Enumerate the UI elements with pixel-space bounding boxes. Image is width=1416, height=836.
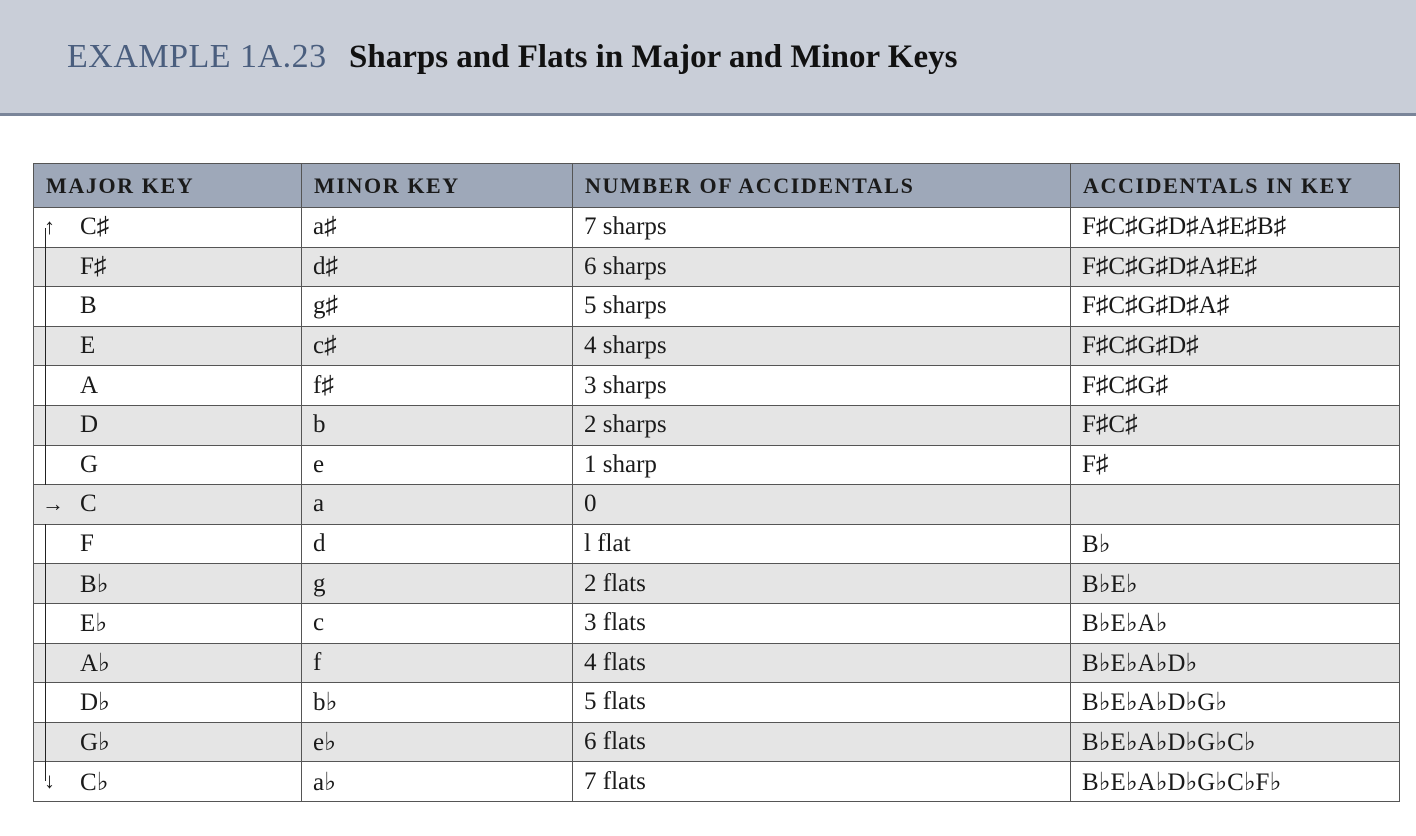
column-header-accidentals-in-key: ACCIDENTALS IN KEY — [1071, 164, 1400, 208]
accidental-count-cell: 3 flats — [573, 603, 1071, 643]
example-label: EXAMPLE 1A.23 — [67, 38, 327, 75]
minor-key-cell: a♯ — [302, 208, 573, 248]
major-key-cell — [34, 485, 302, 525]
major-key-cell — [34, 326, 302, 366]
key-signature-table — [33, 163, 1400, 802]
arrow-down-icon: ↓ — [44, 768, 55, 794]
minor-key-cell: b♭ — [302, 683, 573, 723]
major-key-cell — [34, 524, 302, 564]
major-key-label: C — [80, 490, 97, 518]
accidentals-list-cell — [1071, 485, 1400, 525]
major-key-label: G — [80, 450, 99, 478]
table-row — [34, 762, 1400, 802]
major-key-label: E — [80, 332, 96, 360]
minor-key-cell: f — [302, 643, 573, 683]
major-key-label: E♭ — [80, 610, 108, 638]
accidentals-list-cell: B♭ — [1071, 524, 1400, 564]
major-key-label: B♭ — [80, 570, 109, 598]
table-row — [34, 603, 1400, 643]
table-header-row — [34, 164, 1400, 208]
minor-key-cell: e♭ — [302, 722, 573, 762]
accidentals-list-cell: B♭E♭A♭D♭G♭C♭ — [1071, 722, 1400, 762]
accidental-count-cell: 0 — [573, 485, 1071, 525]
arrow-shaft-line — [45, 228, 46, 485]
major-key-cell — [34, 247, 302, 287]
accidentals-list-cell: F♯C♯ — [1071, 405, 1400, 445]
major-key-cell — [34, 643, 302, 683]
table-row — [34, 722, 1400, 762]
example-title: Sharps and Flats in Major and Minor Keys — [349, 39, 958, 75]
accidentals-list-cell: B♭E♭A♭D♭G♭ — [1071, 683, 1400, 723]
accidentals-list-cell: B♭E♭ — [1071, 564, 1400, 604]
table-row — [34, 326, 1400, 366]
accidental-count-cell: 7 sharps — [573, 208, 1071, 248]
accidental-count-cell: 6 flats — [573, 722, 1071, 762]
accidental-count-cell: 1 sharp — [573, 445, 1071, 485]
accidental-count-cell: 2 flats — [573, 564, 1071, 604]
minor-key-cell: g — [302, 564, 573, 604]
table-row — [34, 643, 1400, 683]
accidentals-list-cell: B♭E♭A♭D♭ — [1071, 643, 1400, 683]
arrow-shaft-line — [45, 524, 46, 781]
accidentals-list-cell: B♭E♭A♭ — [1071, 603, 1400, 643]
accidentals-list-cell: F♯C♯G♯D♯A♯E♯ — [1071, 247, 1400, 287]
minor-key-cell: g♯ — [302, 287, 573, 327]
accidental-count-cell: 4 flats — [573, 643, 1071, 683]
accidentals-list-cell: F♯C♯G♯D♯A♯ — [1071, 287, 1400, 327]
major-key-cell — [34, 722, 302, 762]
minor-key-cell: d — [302, 524, 573, 564]
table-row — [34, 247, 1400, 287]
minor-key-cell: a — [302, 485, 573, 525]
accidental-count-cell: 4 sharps — [573, 326, 1071, 366]
major-key-label: G♭ — [80, 729, 110, 757]
major-key-cell — [34, 762, 302, 802]
minor-key-cell: c♯ — [302, 326, 573, 366]
accidentals-list-cell: F♯C♯G♯ — [1071, 366, 1400, 406]
major-key-cell — [34, 366, 302, 406]
table-row — [34, 485, 1400, 525]
minor-key-cell: d♯ — [302, 247, 573, 287]
major-key-label: D♭ — [80, 689, 110, 717]
minor-key-cell: e — [302, 445, 573, 485]
minor-key-cell: a♭ — [302, 762, 573, 802]
major-key-cell — [34, 287, 302, 327]
accidental-count-cell: l flat — [573, 524, 1071, 564]
major-key-label: F♯ — [80, 252, 107, 280]
arrow-right-icon: → — [42, 491, 64, 517]
example-header — [0, 0, 1416, 116]
major-key-cell — [34, 405, 302, 445]
accidental-count-cell: 6 sharps — [573, 247, 1071, 287]
major-key-cell — [34, 208, 302, 248]
column-header-number-of-accidentals: NUMBER OF ACCIDENTALS — [573, 164, 1071, 208]
accidentals-list-cell: B♭E♭A♭D♭G♭C♭F♭ — [1071, 762, 1400, 802]
minor-key-cell: f♯ — [302, 366, 573, 406]
accidental-count-cell: 3 sharps — [573, 366, 1071, 406]
table-row — [34, 287, 1400, 327]
table-row — [34, 683, 1400, 723]
accidental-count-cell: 5 sharps — [573, 287, 1071, 327]
major-key-cell — [34, 603, 302, 643]
accidental-count-cell: 2 sharps — [573, 405, 1071, 445]
accidental-count-cell: 5 flats — [573, 683, 1071, 723]
table-row — [34, 208, 1400, 248]
major-key-label: F — [80, 530, 94, 558]
major-key-cell — [34, 445, 302, 485]
major-key-cell — [34, 564, 302, 604]
table-row — [34, 445, 1400, 485]
minor-key-cell: c — [302, 603, 573, 643]
major-key-label: B — [80, 292, 97, 320]
accidentals-list-cell: F♯C♯G♯D♯A♯E♯B♯ — [1071, 208, 1400, 248]
major-key-label: C♯ — [80, 213, 110, 241]
table-row — [34, 366, 1400, 406]
major-key-label: C♭ — [80, 768, 109, 796]
accidentals-list-cell: F♯C♯G♯D♯ — [1071, 326, 1400, 366]
table-row — [34, 524, 1400, 564]
arrow-up-icon: ↑ — [44, 214, 55, 239]
major-key-cell — [34, 683, 302, 723]
table-row — [34, 405, 1400, 445]
table-row — [34, 564, 1400, 604]
major-key-label: D — [80, 411, 99, 439]
major-key-label: A — [80, 371, 99, 399]
column-header-minor-key: MINOR KEY — [302, 164, 573, 208]
minor-key-cell: b — [302, 405, 573, 445]
accidental-count-cell: 7 flats — [573, 762, 1071, 802]
major-key-label: A♭ — [80, 649, 110, 677]
accidentals-list-cell: F♯ — [1071, 445, 1400, 485]
column-header-major-key: MAJOR KEY — [34, 164, 302, 208]
